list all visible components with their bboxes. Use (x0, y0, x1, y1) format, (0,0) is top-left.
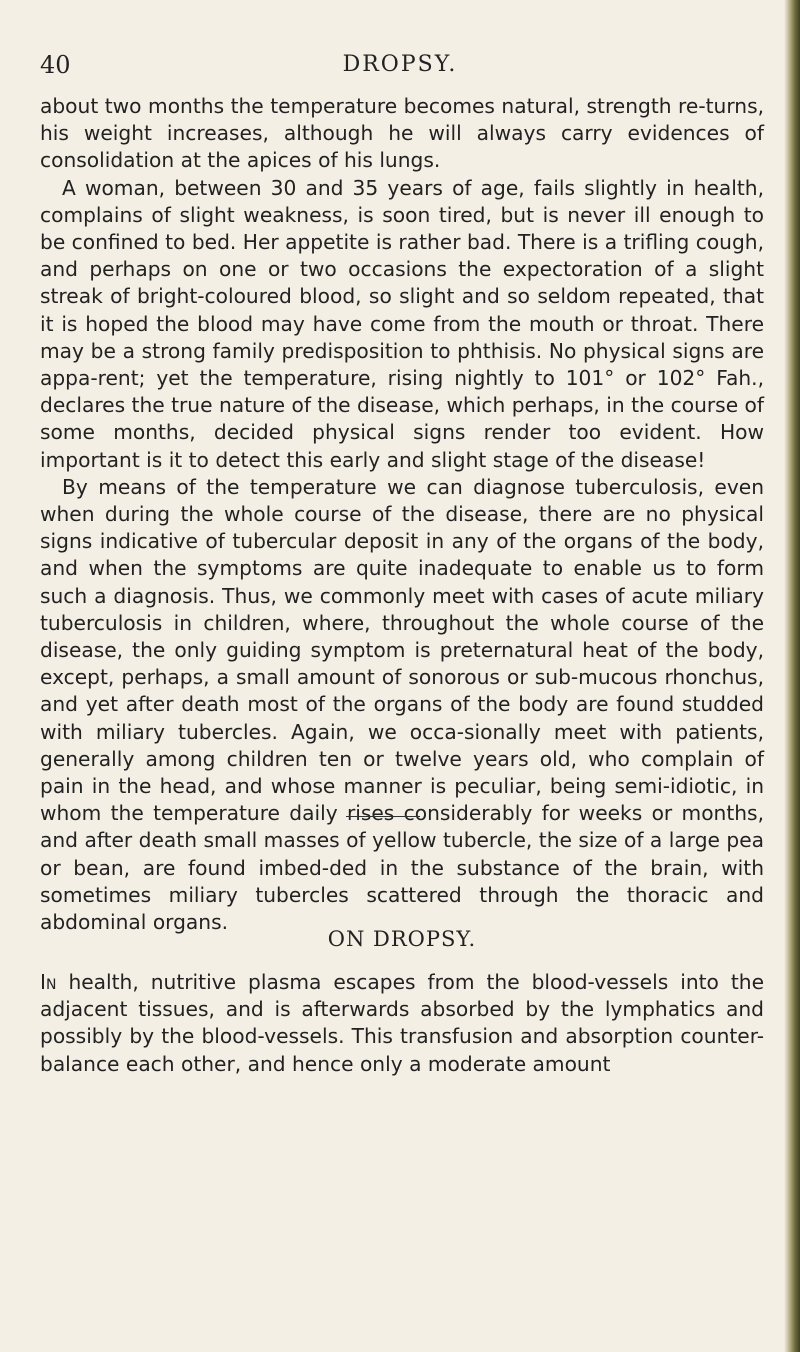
section-text (40, 969, 764, 1078)
page-number: 40 (40, 51, 71, 79)
lead-word: In (40, 970, 57, 994)
section-paragraph (40, 969, 764, 1078)
page-edge-shadow (784, 0, 800, 1352)
page-header (40, 50, 760, 82)
body-text (40, 93, 764, 936)
paragraph-continuation: about two months the temperature becomes natural, strength re-turns, his weight increases, although he will always carry evidences of consolidation at the apices of his lungs. (40, 94, 764, 173)
paragraph-tuberculosis: By means of the temperature we can diagnose tuberculosis, even when during the whole course of the disease, there are no physical signs indicative of tubercular deposit in any of the organs of the body, and when the symptoms are quite inadequate to enable us to form such a diagnosis. Thus, we commonly meet with cases of acute miliary tuberculosis in children, where, throughout the whole course of the disease, the only guiding symptom is preternatural heat of the body, except, perhaps, a small amount of sonorous or sub-mucous rhonchus, and yet after death most of the organs of the body are found studded with miliary tubercles. Again, we occa-sionally meet with patients, generally among children ten or twelve years old, who complain of pain in the head, and whose manner is peculiar, being semi-idiotic, in whom the temperature daily rises considerably for weeks or months, and after death small masses of yellow tubercle, the size of a large pea or bean, are found imbed-ded in the substance of the brain, with sometimes miliary tubercles scattered through the thoracic and abdominal organs. (40, 474, 764, 935)
section-paragraph-text: health, nutritive plasma escapes from the blood-vessels into the adjacent tissues, and is afterwards absorbed by the lymphatics and possibly by the blood-vessels. This transfusion and absorption counter-balance each other, and hence only a moderate amount (40, 970, 764, 1076)
paragraph-woman-case: A woman, between 30 and 35 years of age, fails slightly in health, complains of slight weakness, is soon tired, but is never ill enough to be confined to bed. Her appetite is rather bad. There is a trifling cough, and perhaps on one or two occasions the expectoration of a slight streak of bright-coloured blood, so slight and so seldom repeated, that it is hoped the blood may have come from the mouth or throat. There may be a strong family predisposition to phthisis. No physical signs are appa-rent; yet the temperature, rising nightly to 101° or 102° Fah., declares the true nature of the disease, which perhaps, in the course of some months, decided physical signs render too evident. How important is it to detect this early and slight stage of the disease! (40, 175, 764, 472)
section-title: ON DROPSY. (327, 927, 477, 951)
running-head: DROPSY. (342, 52, 458, 77)
section-divider (346, 816, 420, 817)
